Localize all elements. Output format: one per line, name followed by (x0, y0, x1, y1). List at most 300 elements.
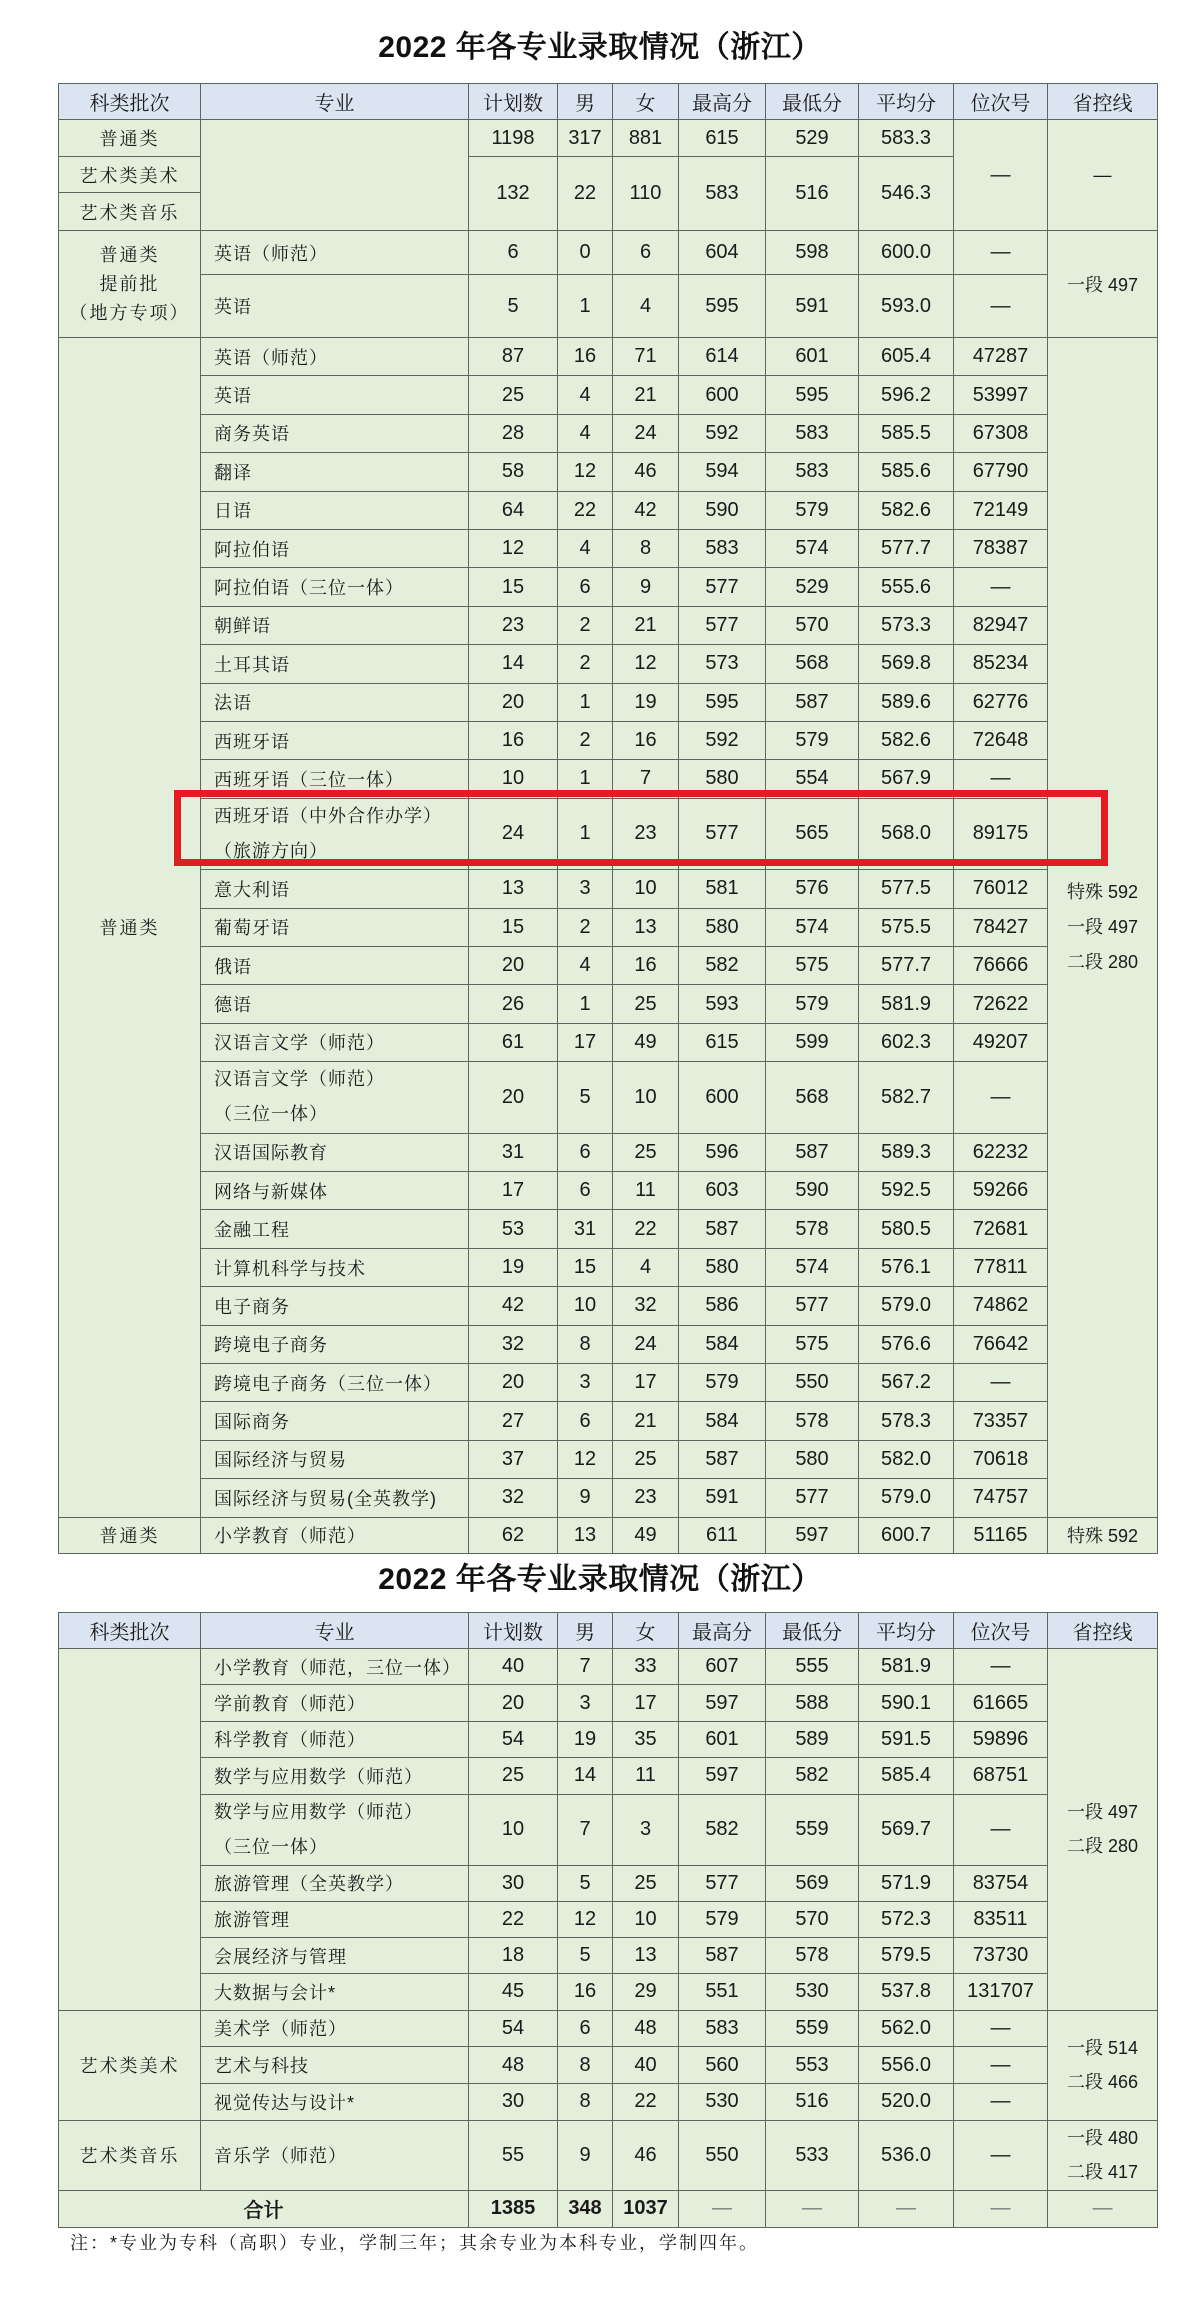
cell-plan: 61 (469, 1023, 558, 1061)
cell-avg: 591.5 (859, 1721, 954, 1757)
cell-female: 9 (613, 568, 679, 606)
table-row (59, 1938, 1158, 1974)
cell-min: 568 (766, 1062, 859, 1134)
cell-major: 土耳其语 (201, 645, 469, 683)
cell-avg: 582.6 (859, 491, 954, 529)
header-rank: 位次号 (954, 1613, 1048, 1649)
table-row (59, 1248, 1158, 1286)
cell-major: 国际经济与贸易 (201, 1440, 469, 1478)
cell-rank: 72681 (954, 1210, 1048, 1248)
total-min: — (766, 2190, 859, 2227)
cell-major: 金融工程 (201, 1210, 469, 1248)
cell-rank: — (954, 2047, 1048, 2084)
cell-rank: 78427 (954, 908, 1048, 946)
cell-avg: 568.0 (859, 798, 954, 870)
cell-female: 13 (613, 1938, 679, 1974)
cell-major: 旅游管理 (201, 1901, 469, 1937)
cell-male: 1 (558, 798, 613, 870)
cell-min: 555 (766, 1649, 859, 1685)
cell-min: 568 (766, 645, 859, 683)
cell-avg: 582.7 (859, 1062, 954, 1134)
cell-female: 49 (613, 1517, 679, 1554)
cell-min: 591 (766, 275, 859, 338)
cell-category: 艺术类美术 (59, 157, 201, 193)
cell-min: 583 (766, 414, 859, 452)
cell-max: 590 (679, 491, 766, 529)
cell-avg: 581.9 (859, 985, 954, 1023)
cell-male: 1 (558, 683, 613, 721)
cell-min: 597 (766, 1517, 859, 1554)
control-line-2: 二段 466 (1066, 2072, 1139, 2093)
cell-rank: 73730 (954, 1938, 1048, 1974)
cell-female: 21 (613, 606, 679, 644)
cell-female: 71 (613, 338, 679, 376)
cell-min: 590 (766, 1172, 859, 1210)
cell-control-line (1048, 338, 1158, 1518)
total-max: — (679, 2190, 766, 2227)
total-plan: 1385 (469, 2190, 558, 2227)
cell-major: 汉语言文学（师范） (201, 1023, 469, 1061)
cell-rank: — (954, 760, 1048, 798)
cell-control-line (1048, 2010, 1158, 2120)
cell-plan: 28 (469, 414, 558, 452)
cell-major: 意大利语 (201, 870, 469, 908)
cell-max: 615 (679, 120, 766, 157)
table-row (59, 721, 1158, 759)
table-row (59, 1517, 1158, 1554)
cell-control-line: 一段 497 (1048, 231, 1158, 338)
cell-min: 553 (766, 2047, 859, 2084)
cell-max: 577 (679, 1865, 766, 1901)
cell-avg: 569.7 (859, 1794, 954, 1865)
cell-male: 12 (558, 1440, 613, 1478)
control-line-1: 一段 480 (1066, 2128, 1139, 2149)
cell-avg: 576.1 (859, 1248, 954, 1286)
cell-category: 普通类 (59, 338, 201, 1518)
cell-plan: 15 (469, 908, 558, 946)
cell-max: 579 (679, 1901, 766, 1937)
header-avg: 平均分 (859, 84, 954, 120)
cell-female: 32 (613, 1287, 679, 1325)
footnote: 注：*专业为专科（高职）专业，学制三年；其余专业为本科专业，学制四年。 (70, 2233, 760, 2253)
cell-plan: 15 (469, 568, 558, 606)
cell-min: 595 (766, 376, 859, 414)
cell-major: 跨境电子商务 (201, 1325, 469, 1363)
cell-female: 6 (613, 231, 679, 275)
cell-major: 国际经济与贸易(全英教学) (201, 1479, 469, 1517)
cell-plan: 18 (469, 1938, 558, 1974)
cell-min: 579 (766, 985, 859, 1023)
cell-male: 4 (558, 376, 613, 414)
cell-plan: 14 (469, 645, 558, 683)
cell-major: 小学教育（师范，三位一体） (201, 1649, 469, 1685)
cell-plan: 58 (469, 453, 558, 491)
cell-min: 587 (766, 683, 859, 721)
cell-major: 西班牙语（三位一体） (201, 760, 469, 798)
cell-plan: 24 (469, 798, 558, 870)
cell-rank: — (954, 120, 1048, 231)
cell-avg: 590.1 (859, 1685, 954, 1721)
table-row (59, 683, 1158, 721)
cell-plan: 37 (469, 1440, 558, 1478)
cell-major: 跨境电子商务（三位一体） (201, 1363, 469, 1401)
cell-female: 10 (613, 1901, 679, 1937)
cell-min: 559 (766, 1794, 859, 1865)
cell-rank: 82947 (954, 606, 1048, 644)
cell-male: 8 (558, 2083, 613, 2120)
cell-female: 8 (613, 529, 679, 567)
table-row (59, 275, 1158, 338)
cell-male: 19 (558, 1721, 613, 1757)
cell-male: 9 (558, 1479, 613, 1517)
table-row (59, 1794, 1158, 1865)
table-row (59, 1133, 1158, 1171)
cell-major: 德语 (201, 985, 469, 1023)
header-female: 女 (613, 84, 679, 120)
cell-male: 31 (558, 1210, 613, 1248)
cell-plan: 40 (469, 1649, 558, 1685)
cell-max: 595 (679, 275, 766, 338)
cell-max: 582 (679, 1794, 766, 1865)
cell-max: 581 (679, 870, 766, 908)
cell-min: 554 (766, 760, 859, 798)
cell-avg: 577.5 (859, 870, 954, 908)
cell-avg: 578.3 (859, 1402, 954, 1440)
cell-rank: — (954, 1363, 1048, 1401)
cell-plan: 45 (469, 1974, 558, 2010)
cell-plan: 20 (469, 683, 558, 721)
cell-rank: 51165 (954, 1517, 1048, 1554)
table-row (59, 1649, 1158, 1685)
cell-min: 550 (766, 1363, 859, 1401)
cell-min: 578 (766, 1938, 859, 1974)
cell-avg: 579.0 (859, 1479, 954, 1517)
cell-female: 110 (613, 157, 679, 231)
cell-rank: — (954, 2010, 1048, 2047)
cell-max: 583 (679, 2010, 766, 2047)
cell-avg: 602.3 (859, 1023, 954, 1061)
header-avg: 平均分 (859, 1613, 954, 1649)
cell-min: 578 (766, 1402, 859, 1440)
cell-avg: 577.7 (859, 529, 954, 567)
major-line-1: 西班牙语（中外合作办学） (214, 805, 442, 826)
cell-control-line (1048, 2120, 1158, 2190)
cell-avg: 582.0 (859, 1440, 954, 1478)
total-female: 1037 (613, 2190, 679, 2227)
table-row (59, 870, 1158, 908)
header-min: 最低分 (766, 1613, 859, 1649)
cell-control-line (1048, 1649, 1158, 2011)
cell-min: 533 (766, 2120, 859, 2190)
cell-rank: 72648 (954, 721, 1048, 759)
cell-major: 英语 (201, 275, 469, 338)
cell-rank: 59266 (954, 1172, 1048, 1210)
cell-major: 美术学（师范） (201, 2010, 469, 2047)
cell-plan: 54 (469, 2010, 558, 2047)
table-row (59, 414, 1158, 452)
cell-min: 576 (766, 870, 859, 908)
table-row (59, 946, 1158, 984)
cell-plan: 30 (469, 2083, 558, 2120)
cell-rank: — (954, 1062, 1048, 1134)
cell-max: 573 (679, 645, 766, 683)
control-line-1: 一段 514 (1066, 2038, 1139, 2059)
table-row (59, 908, 1158, 946)
cell-control-line: 特殊 592 (1048, 1517, 1158, 1554)
cell-female: 21 (613, 1402, 679, 1440)
cell-min: 579 (766, 491, 859, 529)
table-row (59, 1901, 1158, 1937)
cell-category: 普通类 (59, 120, 201, 157)
cell-male: 12 (558, 453, 613, 491)
cell-plan: 20 (469, 1062, 558, 1134)
cell-male: 1 (558, 985, 613, 1023)
cell-avg: 546.3 (859, 157, 954, 231)
cell-major: 国际商务 (201, 1402, 469, 1440)
cell-plan: 62 (469, 1517, 558, 1554)
cell-rank: — (954, 1794, 1048, 1865)
cell-avg: 600.0 (859, 231, 954, 275)
cell-plan: 54 (469, 1721, 558, 1757)
cell-avg: 592.5 (859, 1172, 954, 1210)
header-max: 最高分 (679, 1613, 766, 1649)
cell-plan: 20 (469, 1363, 558, 1401)
cell-rank: — (954, 2083, 1048, 2120)
cell-major: 网络与新媒体 (201, 1172, 469, 1210)
cell-female: 49 (613, 1023, 679, 1061)
cell-min: 559 (766, 2010, 859, 2047)
cell-female: 10 (613, 1062, 679, 1134)
cell-plan: 10 (469, 1794, 558, 1865)
header-row (59, 1613, 1158, 1649)
cell-rank: 61665 (954, 1685, 1048, 1721)
cell-female: 3 (613, 1794, 679, 1865)
cell-female: 29 (613, 1974, 679, 2010)
cell-male: 4 (558, 529, 613, 567)
cell-female: 24 (613, 414, 679, 452)
cell-female: 17 (613, 1363, 679, 1401)
cell-rank: 78387 (954, 529, 1048, 567)
cell-major: 汉语国际教育 (201, 1133, 469, 1171)
major-line-1: 汉语言文学（师范） (214, 1069, 385, 1090)
cell-plan: 53 (469, 1210, 558, 1248)
table-row (59, 1865, 1158, 1901)
table-row (59, 1172, 1158, 1210)
cell-max: 583 (679, 529, 766, 567)
table-row (59, 2047, 1158, 2084)
cell-male: 317 (558, 120, 613, 157)
cell-rank: 76666 (954, 946, 1048, 984)
cell-rank: 74757 (954, 1479, 1048, 1517)
cell-female: 22 (613, 2083, 679, 2120)
cell-male: 8 (558, 2047, 613, 2084)
cell-male: 3 (558, 870, 613, 908)
cell-max: 580 (679, 1248, 766, 1286)
cell-category: 普通类 (59, 1517, 201, 1554)
cell-avg: 600.7 (859, 1517, 954, 1554)
cell-min: 583 (766, 453, 859, 491)
cell-min: 575 (766, 1325, 859, 1363)
cell-plan: 1198 (469, 120, 558, 157)
cell-max: 577 (679, 606, 766, 644)
cell-min: 574 (766, 1248, 859, 1286)
cell-max: 530 (679, 2083, 766, 2120)
cell-major: 科学教育（师范） (201, 1721, 469, 1757)
cell-min: 529 (766, 568, 859, 606)
cell-min: 570 (766, 606, 859, 644)
table-row (59, 1325, 1158, 1363)
cell-female: 4 (613, 275, 679, 338)
cell-plan: 16 (469, 721, 558, 759)
total-male: 348 (558, 2190, 613, 2227)
cell-max: 584 (679, 1325, 766, 1363)
cell-avg: 576.6 (859, 1325, 954, 1363)
cell-male: 2 (558, 606, 613, 644)
cell-avg: 605.4 (859, 338, 954, 376)
cell-plan: 48 (469, 2047, 558, 2084)
cell-male: 6 (558, 1133, 613, 1171)
table-row (59, 1758, 1158, 1794)
cell-max: 597 (679, 1685, 766, 1721)
cell-control-line: — (1048, 120, 1158, 231)
major-line-1: 数学与应用数学（师范） (214, 1801, 423, 1822)
cell-female: 19 (613, 683, 679, 721)
cell-min: 569 (766, 1865, 859, 1901)
cell-avg: 579.5 (859, 1938, 954, 1974)
cell-female: 25 (613, 1865, 679, 1901)
cell-major: 翻译 (201, 453, 469, 491)
cell-min: 587 (766, 1133, 859, 1171)
cell-avg: 583.3 (859, 120, 954, 157)
cell-female: 16 (613, 946, 679, 984)
category-line-1: 普通类 (99, 244, 160, 265)
table-row (59, 1062, 1158, 1134)
cell-max: 550 (679, 2120, 766, 2190)
cell-max: 596 (679, 1133, 766, 1171)
cell-major: 朝鲜语 (201, 606, 469, 644)
cell-rank: 62232 (954, 1133, 1048, 1171)
cell-max: 601 (679, 1721, 766, 1757)
cell-avg: 585.4 (859, 1758, 954, 1794)
cell-rank: 72149 (954, 491, 1048, 529)
cell-major: 学前教育（师范） (201, 1685, 469, 1721)
cell-max: 614 (679, 338, 766, 376)
cell-male: 2 (558, 908, 613, 946)
cell-rank: — (954, 231, 1048, 275)
cell-avg: 520.0 (859, 2083, 954, 2120)
cell-avg: 567.2 (859, 1363, 954, 1401)
cell-female: 25 (613, 1133, 679, 1171)
cell-female: 33 (613, 1649, 679, 1685)
cell-female: 35 (613, 1721, 679, 1757)
cell-rank: 76642 (954, 1325, 1048, 1363)
table-row (59, 376, 1158, 414)
cell-category: 艺术类美术 (59, 2010, 201, 2120)
control-line-2: 二段 417 (1066, 2162, 1139, 2183)
cell-avg: 585.6 (859, 453, 954, 491)
cell-rank: 89175 (954, 798, 1048, 870)
cell-male: 1 (558, 760, 613, 798)
cell-rank: 70618 (954, 1440, 1048, 1478)
cell-max: 584 (679, 1402, 766, 1440)
cell-major: 数学与应用数学（师范） (201, 1758, 469, 1794)
table-row (59, 2083, 1158, 2120)
cell-max: 586 (679, 1287, 766, 1325)
cell-min: 574 (766, 529, 859, 567)
cell-male: 22 (558, 491, 613, 529)
cell-category (59, 1649, 201, 2011)
cell-max: 600 (679, 376, 766, 414)
cell-male: 5 (558, 1865, 613, 1901)
cell-male: 3 (558, 1363, 613, 1401)
cell-plan: 132 (469, 157, 558, 231)
table-row (59, 2120, 1158, 2190)
cell-avg: 582.6 (859, 721, 954, 759)
cell-avg: 589.3 (859, 1133, 954, 1171)
cell-rank: 72622 (954, 985, 1048, 1023)
cell-female: 7 (613, 760, 679, 798)
cell-female: 17 (613, 1685, 679, 1721)
table-row (59, 1974, 1158, 2010)
cell-plan: 19 (469, 1248, 558, 1286)
cell-avg: 575.5 (859, 908, 954, 946)
cell-min: 529 (766, 120, 859, 157)
cell-max: 595 (679, 683, 766, 721)
cell-min: 516 (766, 2083, 859, 2120)
cell-max: 587 (679, 1210, 766, 1248)
cell-avg: 537.8 (859, 1974, 954, 2010)
cell-avg: 567.9 (859, 760, 954, 798)
cell-avg: 593.0 (859, 275, 954, 338)
cell-plan: 30 (469, 1865, 558, 1901)
highlight-box (174, 790, 1108, 866)
cell-rank: 73357 (954, 1402, 1048, 1440)
cell-plan: 64 (469, 491, 558, 529)
header-major: 专业 (201, 84, 469, 120)
cell-max: 607 (679, 1649, 766, 1685)
cell-category: 艺术类音乐 (59, 193, 201, 231)
header-category: 科类批次 (59, 1613, 201, 1649)
cell-major: 会展经济与管理 (201, 1938, 469, 1974)
cell-plan: 20 (469, 1685, 558, 1721)
cell-rank: — (954, 2120, 1048, 2190)
cell-avg: 585.5 (859, 414, 954, 452)
cell-female: 881 (613, 120, 679, 157)
cell-rank: 83511 (954, 1901, 1048, 1937)
table-row (59, 606, 1158, 644)
control-line-1: 一段 497 (1066, 1802, 1139, 1823)
cell-male: 6 (558, 568, 613, 606)
category-line-3: （地方专项） (69, 302, 190, 323)
cell-male: 13 (558, 1517, 613, 1554)
cell-rank: 131707 (954, 1974, 1048, 2010)
major-line-2: （三位一体） (214, 1104, 328, 1125)
cell-female: 11 (613, 1172, 679, 1210)
header-row (59, 84, 1158, 120)
cell-male: 10 (558, 1287, 613, 1325)
cell-female: 10 (613, 870, 679, 908)
cell-male: 22 (558, 157, 613, 231)
cell-max: 580 (679, 760, 766, 798)
table-2-title: 2022 年各专业录取情况（浙江） (378, 1563, 822, 1596)
cell-min: 516 (766, 157, 859, 231)
cell-major: 日语 (201, 491, 469, 529)
cell-rank: 53997 (954, 376, 1048, 414)
header-male: 男 (558, 1613, 613, 1649)
cell-female: 42 (613, 491, 679, 529)
cell-female: 24 (613, 1325, 679, 1363)
cell-male: 5 (558, 1062, 613, 1134)
